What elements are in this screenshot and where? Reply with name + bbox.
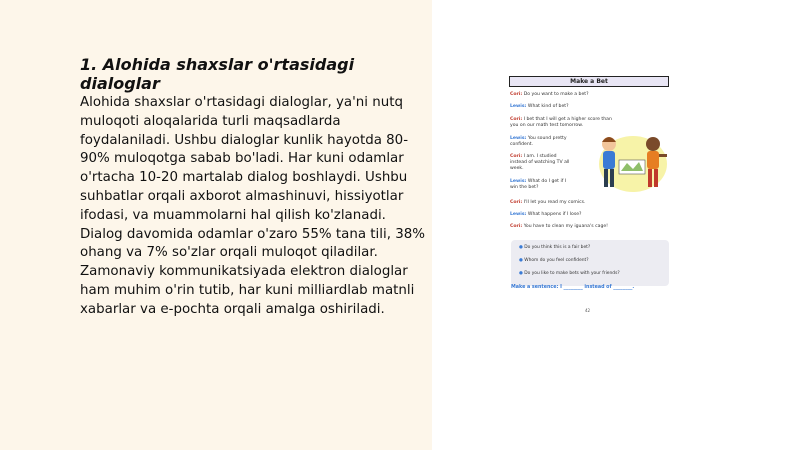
slide-heading: 1. Alohida shaxslar o'rtasidagi dialoglar: [80, 55, 355, 93]
dialog-text: I bet that I will get a higher score than you on our math test tomorrow.: [510, 117, 612, 128]
speaker-label: Lewis:: [510, 136, 527, 141]
question-text: Do you think this is a fair bet?: [524, 245, 591, 250]
dialog-line: [510, 212, 582, 218]
speaker-label: Lewis:: [510, 179, 527, 184]
dialog-line: [510, 104, 569, 110]
dialog-line: [510, 136, 572, 148]
question-item: [519, 271, 620, 277]
question-text: Do you like to make bets with your friends?: [524, 271, 620, 276]
dialog-text: What kind of bet?: [527, 104, 569, 109]
dialog-text: What do I get if I win the bet?: [510, 179, 567, 190]
dialog-text: What happens if I lose?: [527, 212, 582, 217]
speaker-label: Lewis:: [510, 104, 527, 109]
speaker-label: Cori:: [510, 117, 523, 122]
slide-body-text: Alohida shaxslar o'rtasidagi dialoglar, ya'ni nutq muloqoti aloqalarida turli maqsadlarda foydalaniladi. Ushbu dialoglar kunlik hayotda 80-90% muloqotga sabab bo'ladi. Har kuni odamlar o'rtacha 10-20 martalab dialog boshlaydi. Ushbu suhbatlar orqali axborot almashinuvi, hissiyotlar ifodasi, va muammolarni hal qilish ko'zlanadi. Dialog davomida odamlar o'zaro 55% tana tili, 38% ohang va 7% so'zlar orqali muloqot qiladilar. Zamonaviy kommunikatsiyada elektron dialoglar ham muhim o'rin tutib, har kuni milliardlab matnli xabarlar va e-pochta orqali amalga oshiriladi.: [80, 95, 425, 317]
dialog-line: [510, 154, 572, 172]
speaker-label: Cori:: [510, 224, 523, 229]
dialog-text: Do you want to make a bet?: [523, 92, 589, 97]
worksheet-title: Make a Bet: [509, 76, 669, 87]
worksheet-image: [505, 72, 675, 322]
dialog-text: I'll let you read my comics.: [523, 200, 586, 205]
make-sentence-prompt: Make a sentence: I ________ instead of ________.: [511, 285, 635, 290]
speaker-label: Cori:: [510, 154, 523, 159]
dialog-text: You sound pretty confident.: [510, 136, 567, 147]
speaker-label: Cori:: [510, 92, 523, 97]
dialog-line: [510, 179, 572, 191]
question-text: Whom do you feel confident?: [524, 258, 589, 263]
speaker-label: Lewis:: [510, 212, 527, 217]
page-number: 42: [585, 308, 591, 313]
question-item: [519, 258, 589, 264]
bullet-icon: ●: [519, 271, 523, 276]
dialog-line: [510, 117, 620, 129]
dialog-text: You have to clean my iguana's cage!: [523, 224, 609, 229]
bullet-icon: ●: [519, 245, 523, 250]
dialog-line: [510, 200, 586, 206]
dialog-line: [510, 224, 608, 230]
dialog-line: [510, 92, 589, 98]
speaker-label: Cori:: [510, 200, 523, 205]
kids-illustration: [593, 130, 671, 196]
dialog-text: I am. I studied instead of watching TV all week.: [510, 154, 570, 171]
question-item: [519, 245, 590, 251]
bullet-icon: ●: [519, 258, 523, 263]
